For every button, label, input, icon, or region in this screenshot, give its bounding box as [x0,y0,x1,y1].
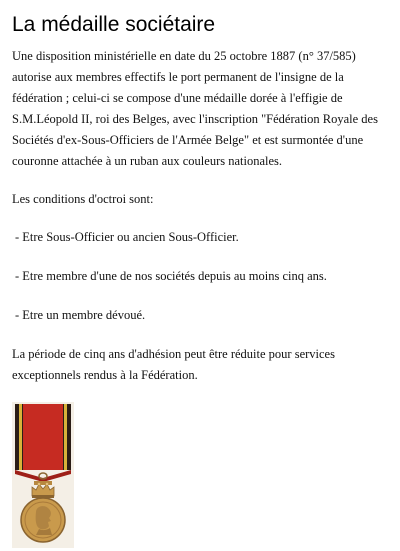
condition-item: - Etre un membre dévoué. [15,308,146,322]
closing-paragraph: La période de cinq ans d'adhésion peut être réduite pour services exceptionnels rendus à la Fédération. [12,347,335,382]
article [12,12,388,386]
intro-paragraph: Une disposition ministérielle en date du 25 octobre 1887 (n° 37/585) autorise aux membres effectifs le port permanent de l'insigne de la fédération ; celui-ci se compose d'une médaille dorée à l'effigie de S.M.Léopold II, roi des Belges, avec l'inscription "Fédération Royale des Sociétés d'ex-Sous-Officiers de l'Armée Belge" et est surmontée d'une couronne attachée à un ruban aux couleurs nationales. [12,49,378,168]
condition-item: - Etre membre d'une de nos sociétés depuis au moins cinq ans. [15,269,327,283]
medal-image [12,402,74,548]
medal-icon [12,402,74,548]
page-title: La médaille sociétaire [12,13,216,36]
condition-item: - Etre Sous-Officier ou ancien Sous-Officier. [15,230,239,244]
conditions-lead: Les conditions d'octroi sont: [12,192,154,206]
